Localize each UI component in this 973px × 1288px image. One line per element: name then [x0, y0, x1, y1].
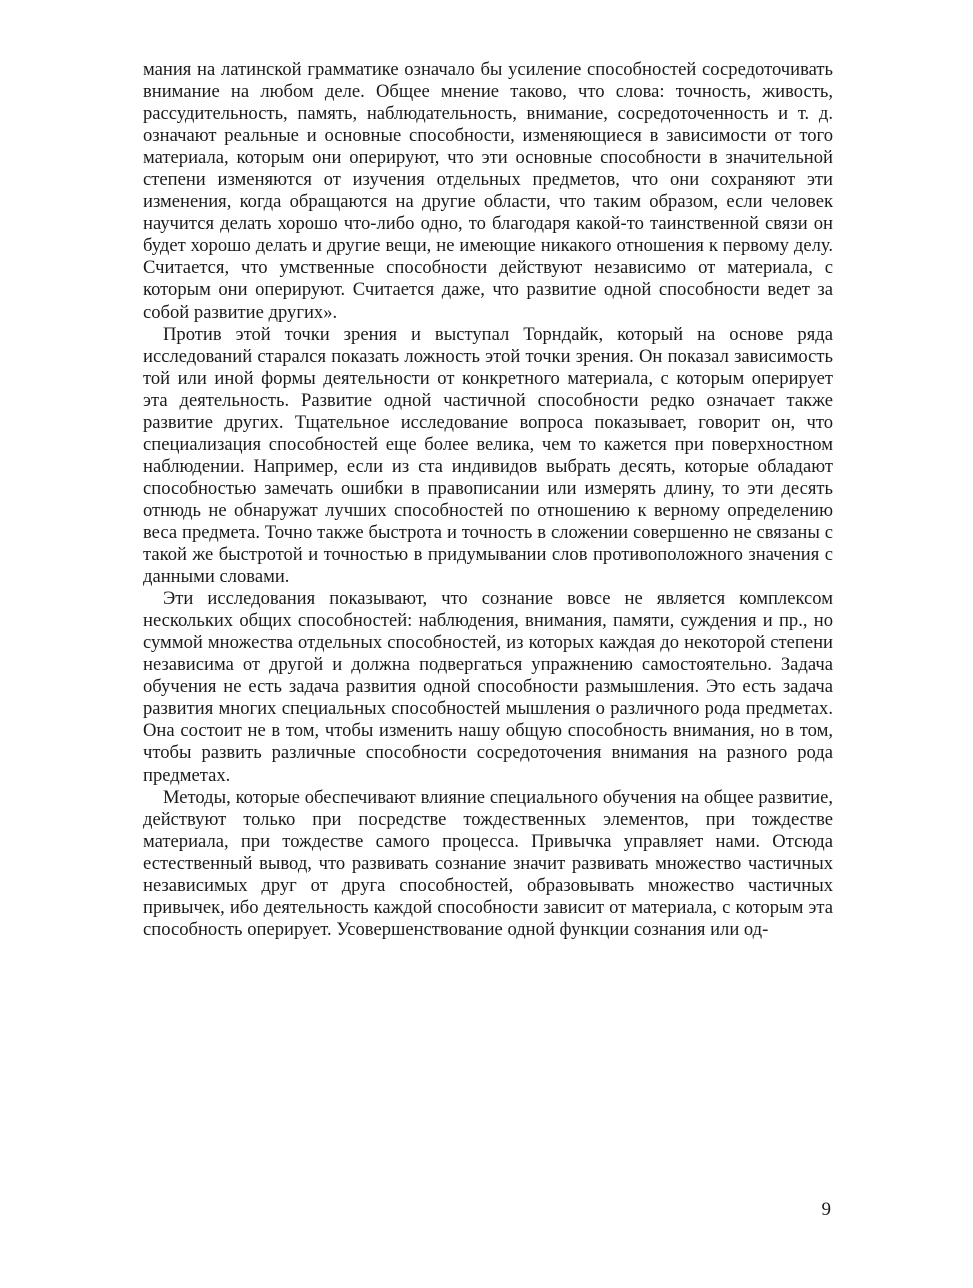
page-body [143, 59, 833, 941]
paragraph-2: Против этой точки зрения и выступал Торндайк, который на основе ряда исследований старался показать ложность этой точки зрения. Он показал зависимость той или иной формы деятельности от конкретного материала, с которым оперирует эта деятельность. Развитие одной частичной способности редко означает также развитие других. Тщательное исследование вопроса показывает, говорит он, что специализация способностей еще более велика, чем то кажется при поверхностном наблюдении. Например, если из ста индивидов выбрать десять, которые обладают способностью замечать ошибки в правописании или измерять длину, то эти десять отнюдь не обнаружат лучших способностей по отношению к верному определению веса предмета. Точно также быстрота и точность в сложении совершенно не связаны с такой же быстротой и точностью в придумывании слов противоположного значения с данными словами. [143, 323, 833, 588]
paragraph-3: Эти исследования показывают, что сознание вовсе не является комплексом нескольких общих способностей: наблюдения, внимания, памяти, суждения и пр., но суммой множества отдельных способностей, из которых каждая до некоторой степени независима от другой и должна подвергаться упражнению самостоятельно. Задача обучения не есть задача развития одной способности размышления. Это есть задача развития многих специальных способностей мышления о различного рода предметах. Она состоит не в том, чтобы изменить нашу общую способность внимания, но в том, чтобы развить различные способности сосредоточения внимания на разного рода предметах. [143, 588, 833, 786]
paragraph-4: Методы, которые обеспечивают влияние специального обучения на общее развитие, действуют только при посредстве тождественных элементов, при тождестве материала, при тождестве самого процесса. Привычка управляет нами. Отсюда естественный вывод, что развивать сознание значит развивать множество частичных независимых друг от друга способностей, образовывать множество частичных привычек, ибо деятельность каждой способности зависит от материала, с которым эта способность оперирует. Усовершенствование одной функции сознания или од- [143, 786, 833, 940]
paragraph-1: мания на латинской грамматике означало бы усиление способностей сосредоточивать внимание на любом деле. Общее мнение таково, что слова: точность, живость, рассудительность, память, наблюдательность, внимание, сосредоточенность и т. д. означают реальные и основные способности, изменяющиеся в зависимости от того материала, которым они оперируют, что эти основные способности в значительной степени изменяются от изучения отдельных предметов, что они сохраняют эти изменения, когда обращаются на другие области, что таким образом, если человек научится делать хорошо что-либо одно, то благодаря какой-то таинственной связи он будет хорошо делать и другие вещи, не имеющие никакого отношения к первому делу. Считается, что умственные способности действуют независимо от материала, с которым они оперируют. Считается даже, что развитие одной способности ведет за собой развитие других». [143, 59, 833, 323]
page-number: 9 [821, 1199, 831, 1220]
